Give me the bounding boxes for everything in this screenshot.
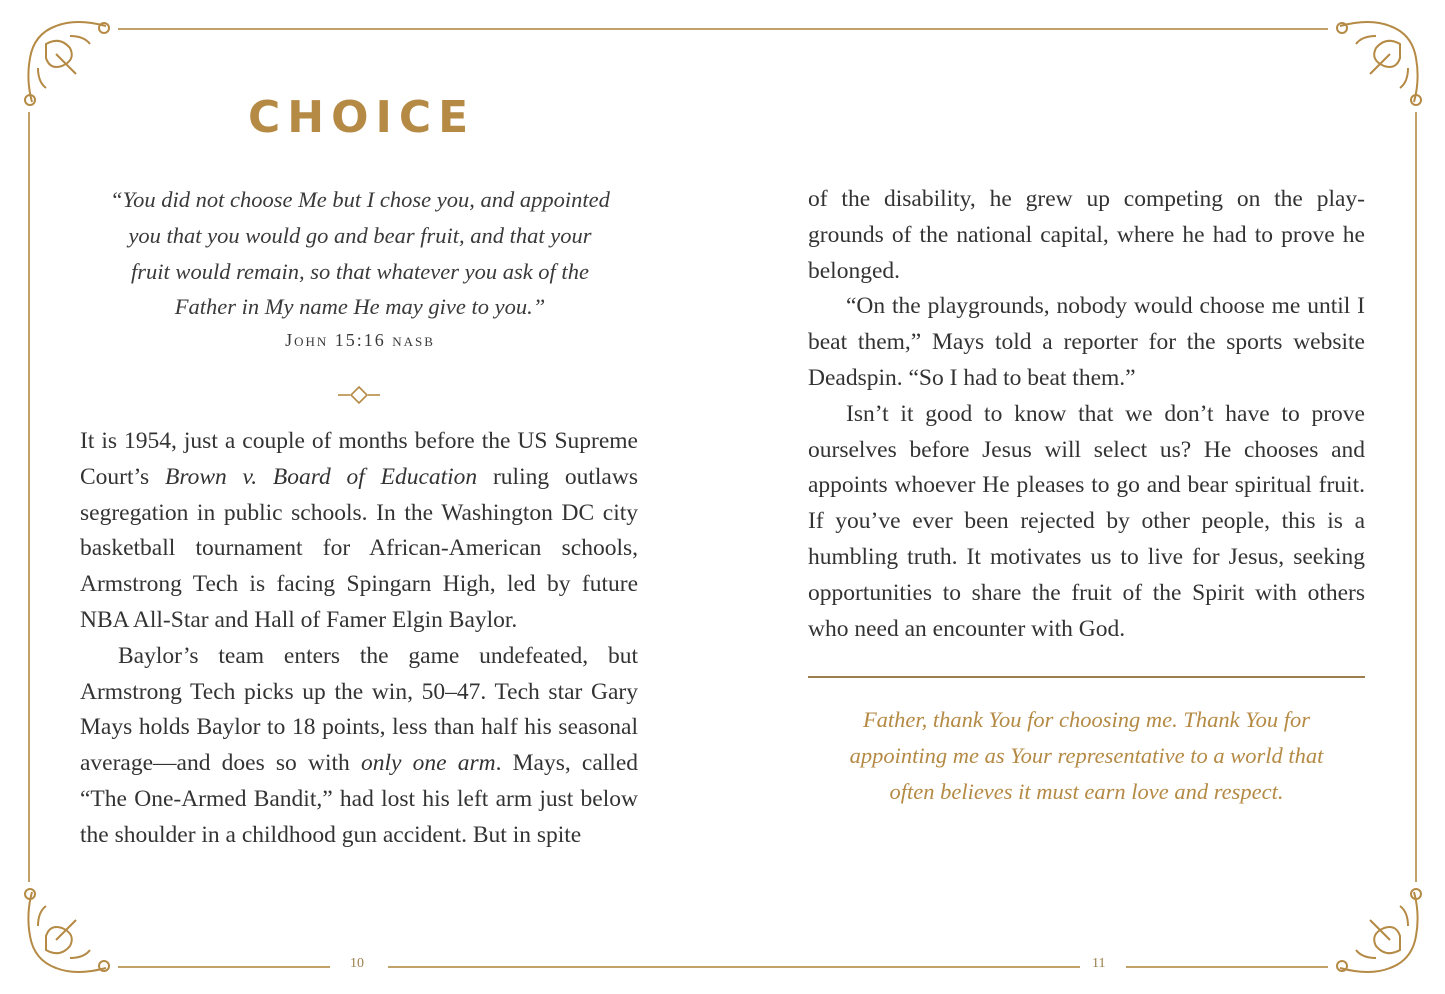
epigraph-line: you that you would go and bear fruit, and that your xyxy=(128,222,592,248)
page-number-left: 10 xyxy=(350,956,364,971)
prayer-text xyxy=(808,702,1365,809)
right-page-body xyxy=(808,182,1365,647)
prayer-line: often believes it must earn love and respect. xyxy=(889,778,1284,804)
prayer-line: Father, thank You for choosing me. Thank You for xyxy=(862,707,1311,732)
body-paragraph: It is 1954, just a couple of months before the US Supreme Court’s Brown v. Board of Education ruling outlaws segregation in public schools. In the Washington DC city basketball tournament for African-American schools, Armstrong Tech is facing Spingarn High, led by future NBA All-Star and Hall of Famer Elgin Baylor. xyxy=(80,428,638,633)
body-paragraph: of the disability, he grew up competing on the play-grounds of the national capital, where he had to prove he belonged. xyxy=(808,186,1365,284)
italic-emphasis: only one arm xyxy=(360,750,496,777)
epigraph-line: Father in My name He may give to you.” xyxy=(174,294,546,320)
corner-flourish-icon xyxy=(1330,880,1430,980)
frame-bottom-right-line xyxy=(1126,966,1328,968)
frame-top-line xyxy=(118,28,1328,30)
frame-left-line xyxy=(28,112,30,882)
frame-bottom-left-line xyxy=(118,966,330,968)
corner-flourish-icon xyxy=(16,880,116,980)
epigraph-citation: John 15:16 nasb xyxy=(285,330,435,350)
italic-case-name: Brown v. Board of Education xyxy=(164,463,478,490)
diamond-divider-icon xyxy=(336,384,382,406)
epigraph-quote xyxy=(90,182,630,325)
body-paragraph: Baylor’s team enters the game undefeated, but Armstrong Tech picks up the win, 50–47. Tech star Gary Mays holds Baylor to 18 points, less than half his seasonal average—and does so with only one arm. Mays, called “The One-Armed Bandit,” had lost his left arm just below the shoulder in a childhood gun accident. But in spite xyxy=(80,642,639,848)
body-paragraph: Isn’t it good to know that we don’t have to prove ourselves before Jesus will select us? He chooses and appoints whoever He pleases to go and bear spiritual fruit. If you’ve ever been rejected by other people, this is a humbling truth. It motivates us to live for Jesus, seeking opportunities to share the fruit of the Spirit with others who need an encounter with God. xyxy=(808,400,1365,642)
page-number-right: 11 xyxy=(1092,956,1106,971)
frame-bottom-mid-line xyxy=(388,966,1080,968)
corner-flourish-icon xyxy=(1330,14,1430,114)
left-page-body xyxy=(80,424,638,854)
corner-flourish-icon xyxy=(16,14,116,114)
frame-right-line xyxy=(1415,112,1417,882)
epigraph-line: “You did not choose Me but I chose you, and appointed xyxy=(110,187,610,212)
prayer-line: appointing me as Your representative to a world that xyxy=(849,742,1324,768)
prayer-divider-rule xyxy=(808,676,1365,678)
page-title: CHOICE xyxy=(248,92,476,143)
body-paragraph: “On the playgrounds, nobody would choose me until I beat them,” Mays told a reporter for the sports website Deadspin. “So I had to beat them.” xyxy=(808,293,1365,391)
epigraph-line: fruit would remain, so that whatever you ask of the xyxy=(131,258,589,284)
